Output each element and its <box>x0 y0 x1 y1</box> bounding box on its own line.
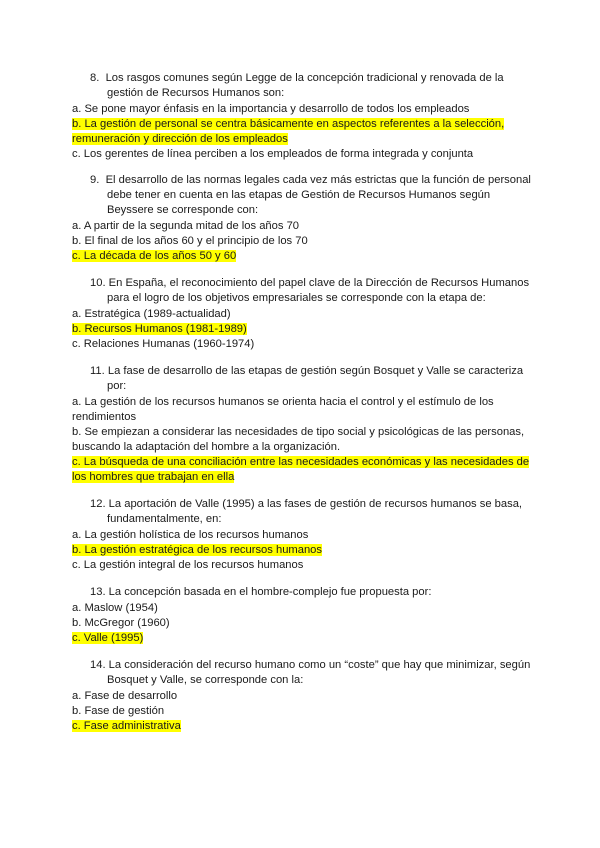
question-body: La fase de desarrollo de las etapas de gestión según Bosquet y Valle se caracteriza por: <box>107 365 524 392</box>
option-a: a. La gestión de los recursos humanos se orienta hacia el control y el estímulo de los rendimientos <box>72 396 494 423</box>
question-number: 14. <box>90 659 106 671</box>
question-body: Los rasgos comunes según Legge de la concepción tradicional y renovada de la gestión de Recursos Humanos son: <box>105 72 504 99</box>
question-number: 13. <box>90 586 106 598</box>
answer-list <box>0 395 530 485</box>
option-c: c. Los gerentes de línea perciben a los empleados de forma integrada y conjunta <box>72 148 474 160</box>
question-9 <box>72 173 532 264</box>
option-b: b. La gestión estratégica de los recursos humanos <box>72 544 322 556</box>
question-body: La aportación de Valle (1995) a las fases de gestión de recursos humanos se basa, fundamentalmente, en: <box>107 498 523 525</box>
option-a: a. Se pone mayor énfasis en la importancia y desarrollo de todos los empleados <box>72 103 470 115</box>
option-a: a. Fase de desarrollo <box>72 690 178 702</box>
question-text <box>72 585 532 600</box>
question-body: La concepción basada en el hombre-complejo fue propuesta por: <box>108 586 432 598</box>
question-text <box>72 71 532 101</box>
option-b: b. Fase de gestión <box>72 705 165 717</box>
question-number: 11. <box>90 365 105 377</box>
question-10 <box>72 276 532 352</box>
question-body: El desarrollo de las normas legales cada vez más estrictas que la función de personal debe tener en cuenta en las etapas de Gestión de Recursos Humanos según Beyssere se corresponde con: <box>105 174 531 216</box>
answer-list <box>0 601 470 646</box>
option-b: b. La gestión de personal se centra básicamente en aspectos referentes a la selección, remuneración y dirección de los empleados <box>72 118 505 145</box>
question-12 <box>72 497 532 573</box>
option-b: b. El final de los años 60 y el principio de los 70 <box>72 235 308 247</box>
question-body: En España, el reconocimiento del papel clave de la Dirección de Recursos Humanos para el logro de los objetivos empresariales se corresponde con la etapa de: <box>107 277 530 304</box>
question-number: 8. <box>90 72 100 84</box>
option-c: c. La década de los años 50 y 60 <box>72 250 237 262</box>
answer-list <box>0 219 470 264</box>
option-c: c. La gestión integral de los recursos humanos <box>72 559 304 571</box>
question-13 <box>72 585 532 646</box>
option-a: a. Estratégica (1989-actualidad) <box>72 308 231 320</box>
question-8 <box>72 71 532 162</box>
question-text <box>72 497 532 527</box>
answer-list <box>0 102 505 162</box>
option-a: a. Maslow (1954) <box>72 602 158 614</box>
option-b: b. Recursos Humanos (1981-1989) <box>72 323 247 335</box>
option-b: b. McGregor (1960) <box>72 617 170 629</box>
option-c: c. La búsqueda de una conciliación entre las necesidades económicas y las necesidades de los hombres que trabajan en ella <box>72 456 530 483</box>
question-text <box>72 658 532 688</box>
option-c: c. Fase administrativa <box>72 720 181 732</box>
option-b: b. Se empiezan a considerar las necesidades de tipo social y psicológicas de las personas, buscando la adaptación del hombre a la organización. <box>72 426 525 453</box>
option-c: c. Relaciones Humanas (1960-1974) <box>72 338 255 350</box>
answer-list <box>0 689 470 734</box>
question-11 <box>72 364 532 485</box>
question-14 <box>72 658 532 734</box>
question-number: 9. <box>90 174 100 186</box>
option-c: c. Valle (1995) <box>72 632 144 644</box>
question-text <box>72 173 532 218</box>
question-body: La consideración del recurso humano como un “coste” que hay que minimizar, según Bosquet y Valle, se corresponde con la: <box>107 659 531 686</box>
question-text <box>72 364 532 394</box>
option-a: a. La gestión holística de los recursos humanos <box>72 529 309 541</box>
question-number: 10. <box>90 277 106 289</box>
question-number: 12. <box>90 498 106 510</box>
answer-list <box>0 528 470 573</box>
option-a: a. A partir de la segunda mitad de los años 70 <box>72 220 300 232</box>
answer-list <box>0 307 470 352</box>
question-text <box>72 276 532 306</box>
